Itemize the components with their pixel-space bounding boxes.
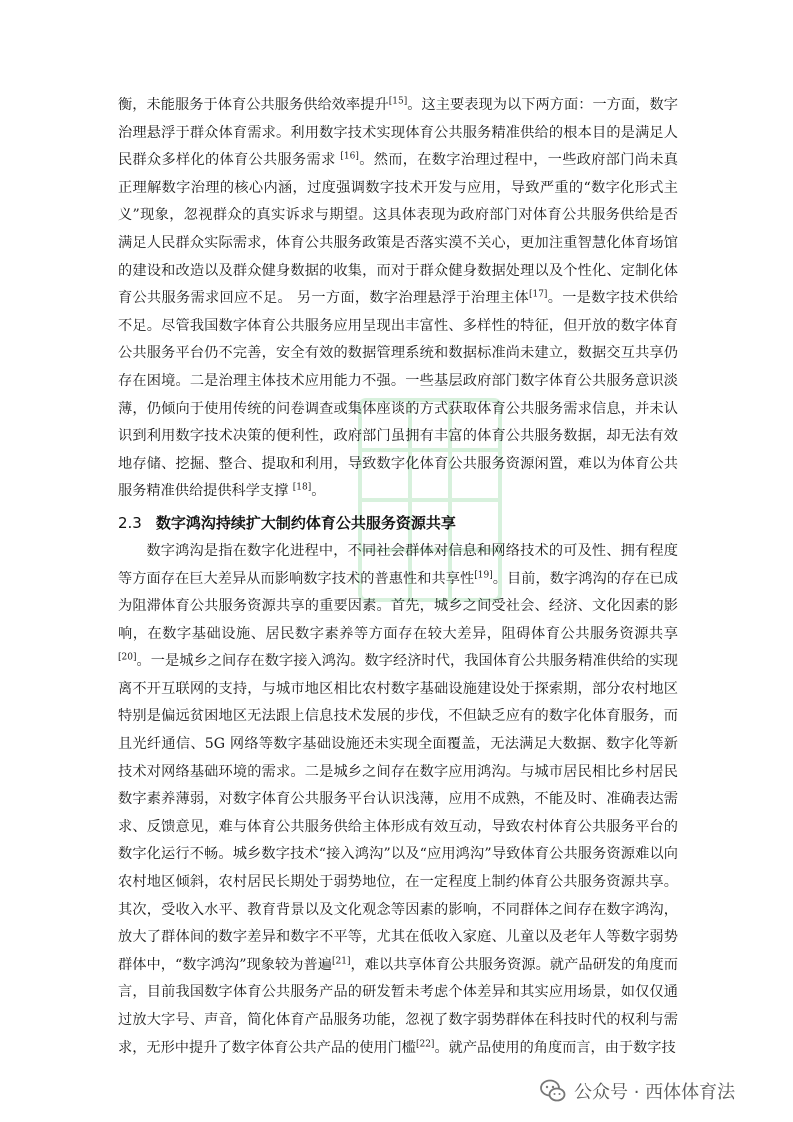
text-run: 。一是城乡之间存在数字接入鸿沟。数字经济时代，我国体育公共服务精准供给的实现离不开互联网的支持，与城市地区相比农村数字基础设施建设处于探索期，部分农村地区特别是偏远贫困地区无法跟上信息技术发展的步伐，不但缺乏应有的数字化体育服务，而且光纤通信、5G 网络等数字基础设施还未实现全面覆盖，无法满足大数据、数字化等新技术对网络基础环境的需求。二是城乡之间存在数字应用鸿沟。与城市居民相比乡村居民数字素养薄弱，对数字体育公共服务平台认识浅薄，应用不成熟，不能及时、准确表达需求、反馈意见，难与体育公共服务供给主体形成有效互动，导致农村体育公共服务平台的数字化运行不畅。城乡数字技术“接入鸿沟”以及“应用鸿沟”导致体育公共服务资源难以向农村地区倾斜，农村居民长期处于弱势地位，在一定程度上制约体育公共服务资源共享。其次，受收入水平、教育背景以及文化观念等因素的影响，不同群体之间存在数字鸿沟，放大了群体间的数字差异和数字不平等，尤其在低收入家庭、儿童以及老年人等数字弱势群体中，“数字鸿沟”现象较为普遍 bbox=[118, 653, 678, 973]
citation-ref: [21] bbox=[331, 956, 351, 967]
section-title: 数字鸿沟持续扩大制约体育公共服务资源共享 bbox=[155, 513, 456, 532]
text-run: ，难以共享体育公共服务资源。就产品研发的角度而言，目前我国数字体育公共服务产品的研发暂未考虑个体差异和其实应用场景，如仅仅通过放大字号、声音，简化体育产品服务功能，忽视了数字弱势群体在科技时代的权利与需求，无形中提升了数字体育公共产品的使用门槛 bbox=[118, 956, 678, 1056]
article-body bbox=[118, 92, 678, 1062]
paragraph-2 bbox=[118, 538, 678, 1062]
citation-ref: [20] bbox=[118, 652, 137, 663]
citation-ref: [18] bbox=[292, 482, 312, 493]
section-number: 2.3 bbox=[118, 513, 142, 532]
text-run: 。然而，在数字治理过程中，一些政府部门尚未真正理解数字治理的核心内涵，过度强调数字技术开发与应用，导致严重的“数字化形式主义”现象，忽视群众的真实诉求与期望。这具体表现为政府部门对体育公共服务供给是否满足人民群众实际需求，体育公共服务政策是否落实漠不关心，更加注重智慧化体育场馆的建设和改造以及群众健身数据的收集，而对于群众健身数据处理以及个性化、定制化体育公共服务需求回应不足。 另一方面，数字治理悬浮于治理主体 bbox=[118, 152, 678, 307]
citation-ref: [15] bbox=[388, 96, 408, 107]
citation-ref: [22] bbox=[415, 1038, 435, 1049]
text-run: 。目前，数字鸿沟的存在已成为阻滞体育公共服务资源共享的重要因素。首先，城乡之间受社会、经济、文化因素的影响，在数字基础设施、居民数字素养等方面存在较大差异，阻碍体育公共服务资源共享 bbox=[118, 570, 678, 642]
text-run: 衡，未能服务于体育公共服务供给效率提升 bbox=[118, 97, 389, 113]
citation-ref: [17] bbox=[528, 289, 548, 300]
text-run: 。一是数字技术供给不足。尽管我国数字体育公共服务应用呈现出丰富性、多样性的特征，但开放的数字体育公共服务平台仍不完善，安全有效的数据管理系统和数据标准尚未建立，数据交互共享仍存在困境。二是治理主体技术应用能力不强。一些基层政府部门数字体育公共服务意识淡薄，仍倾向于使用传统的问卷调查或集体座谈的方式获取体育公共服务需求信息，并未认识到利用数字技术决策的便利性，政府部门虽拥有丰富的体育公共服务数据，却无法有效地存储、挖掘、整合、提取和利用，导致数字化体育公共服务资源闲置，难以为体育公共服务精准供给提供科学支撑 bbox=[118, 290, 678, 500]
text-run: 。这主要表现为以下两方面：一方面，数字治理悬浮于群众体育需求。利用数字技术实现体育公共服务精准供给的根本目的是满足人民群众多样化的体育公共服务需求 bbox=[118, 97, 678, 169]
wechat-icon bbox=[540, 1079, 566, 1103]
citation-ref: [19] bbox=[474, 569, 493, 580]
citation-ref: [16] bbox=[340, 151, 359, 162]
text-run: 。就产品使用的角度而言，由于数字技 bbox=[434, 1039, 676, 1056]
text-run: 。 bbox=[311, 483, 326, 500]
text-run: 数字鸿沟是指在数字化进程中，不同社会群体对信息和网络技术的可及性、拥有程度等方面存在巨大差异从而影响数字技术的普惠性和共享性 bbox=[118, 542, 678, 587]
account-name: 公众号 · 西体体育法 bbox=[574, 1082, 736, 1103]
wechat-account-watermark bbox=[540, 1078, 735, 1104]
paragraph-1 bbox=[118, 92, 678, 506]
section-heading bbox=[118, 508, 678, 538]
